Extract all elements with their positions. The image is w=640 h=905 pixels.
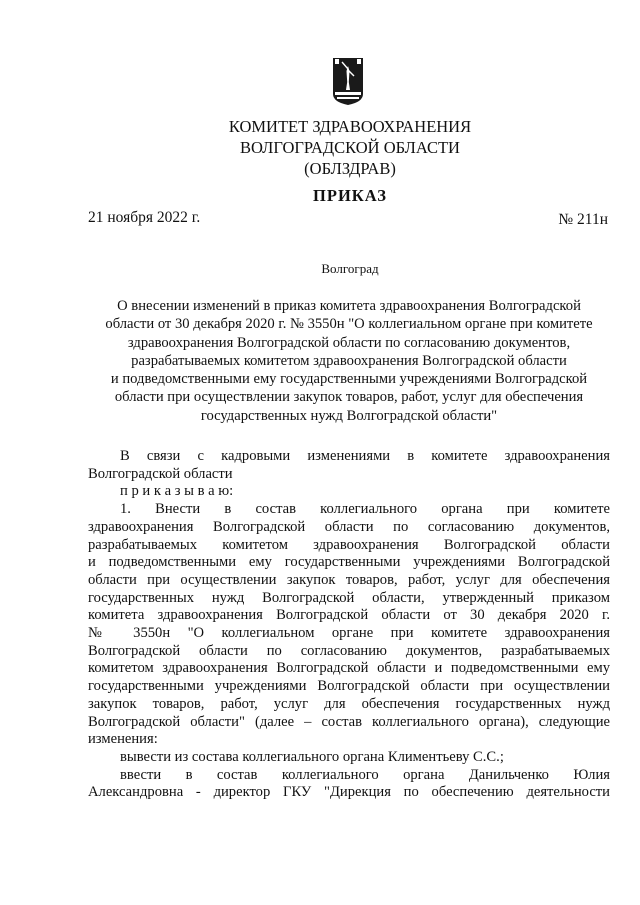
subject-line: государственных нужд Волгоградской области" bbox=[200, 407, 498, 424]
document-date: 21 ноября 2022 г. bbox=[88, 209, 201, 226]
item1-line: области при осуществлении закупок товаров, работ, услуг для обеспечения bbox=[88, 571, 610, 588]
document-city: Волгоград bbox=[321, 261, 379, 276]
order-word: п р и к а з ы в а ю: bbox=[120, 483, 234, 500]
subject-line: и подведомственными ему государственными учреждениями Волгоградской bbox=[110, 371, 588, 388]
subject-line: разрабатываемых комитетом здравоохранения Волгоградской области bbox=[131, 352, 567, 369]
item1-line: закупок товаров, работ, услуг для обеспечения государственных нужд bbox=[88, 695, 610, 712]
item1-line: 1. Внести в состав коллегиального органа при комитете bbox=[120, 501, 610, 518]
document-subject bbox=[86, 297, 612, 425]
item1-line: и подведомственными ему государственными учреждениями Волгоградской bbox=[88, 554, 610, 571]
remove-member-line: вывести из состава коллегиального органа Климентьеву С.С.; bbox=[120, 748, 504, 765]
item1-line: № 3550н "О коллегиальном органе при комитете здравоохранения bbox=[88, 625, 610, 642]
item1-line: здравоохранения Волгоградской области по согласованию документов, bbox=[88, 518, 610, 535]
document-type: ПРИКАЗ bbox=[313, 186, 387, 205]
item1-line: комитетом здравоохранения Волгоградской области и подведомственными ему bbox=[88, 660, 610, 677]
header-line-1: КОМИТЕТ ЗДРАВООХРАНЕНИЯ bbox=[228, 117, 472, 136]
coat-of-arms-icon bbox=[331, 56, 365, 106]
item1-line: государственными учреждениями Волгоградской области при осуществлении bbox=[88, 678, 610, 695]
item1-line: государственных нужд Волгоградской области, утвержденный приказом bbox=[88, 589, 610, 606]
subject-line: области от 30 декабря 2020 г. № 3550н "О коллегиальном органе при комитете bbox=[105, 316, 593, 333]
item1-line: комитета здравоохранения Волгоградской области от 30 декабря 2020 г. bbox=[88, 607, 610, 624]
item1-line: изменения: bbox=[88, 731, 158, 748]
subject-line: О внесении изменений в приказ комитета здравоохранения Волгоградской bbox=[117, 298, 581, 314]
header-line-2: ВОЛГОГРАДСКОЙ ОБЛАСТИ bbox=[240, 138, 460, 157]
subject-line: области при осуществлении закупок товаров, работ, услуг для обеспечения bbox=[114, 389, 584, 406]
document-body bbox=[88, 448, 610, 802]
item1-line: разрабатываемых комитетом здравоохранения Волгоградской области bbox=[88, 536, 610, 553]
header-line-3: (ОБЛЗДРАВ) bbox=[304, 159, 396, 178]
add-member-line: ввести в состав коллегиального органа Данильченко Юлия bbox=[120, 766, 610, 783]
item1-line: Волгоградской области" (далее – состав коллегиального органа), следующие bbox=[88, 713, 610, 730]
item1-line: Волгоградской области по согласованию документов, разрабатываемых bbox=[88, 642, 610, 659]
add-member-line: Александровна - директор ГКУ "Дирекция по обеспечению деятельности bbox=[88, 784, 610, 801]
intro-line: Волгоградской области bbox=[88, 465, 233, 482]
intro-line: В связи с кадровыми изменениями в комитете здравоохранения bbox=[120, 448, 610, 464]
subject-line: здравоохранения Волгоградской области по согласованию документов, bbox=[127, 334, 571, 351]
document-number: № 211н bbox=[558, 211, 608, 228]
